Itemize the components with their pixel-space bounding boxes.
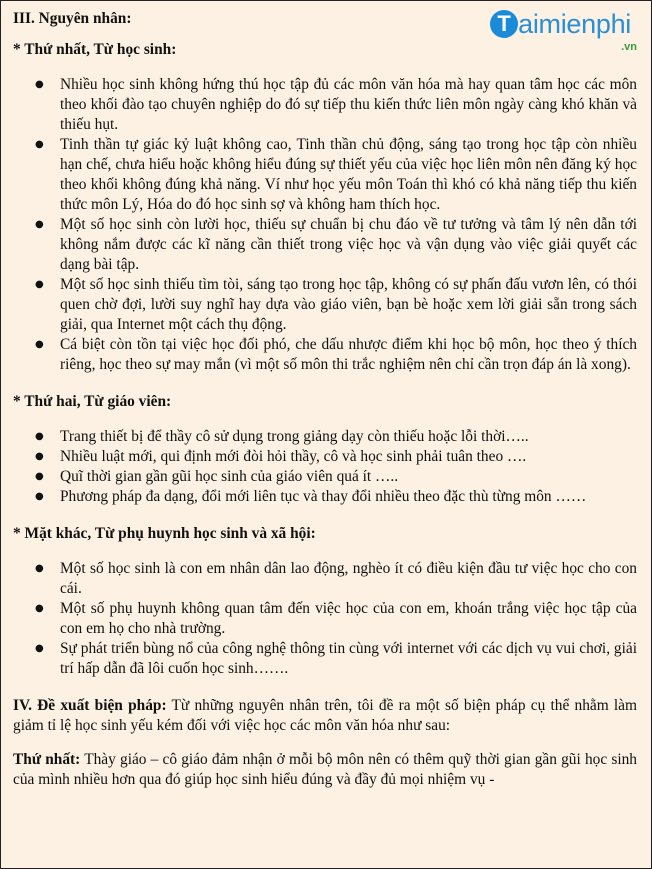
measure-first-label: Thứ nhất:: [13, 751, 81, 768]
list-item: ● Trang thiết bị để thầy cô sử dụng trong giảng dạy còn thiếu hoặc lỗi thời…..: [13, 427, 637, 447]
list-item: ● Cá biệt còn tồn tại việc học đối phó, che dấu nhược điểm khi học bộ môn, học theo ý thích riêng, học theo sự may mắn (vì một số môn thi trắc nghiệm nên chỉ cần trọn đáp án là xong).: [13, 335, 637, 375]
list-item: ● Nhiều học sinh không hứng thú học tập đủ các môn văn hóa mà hay quan tâm học các môn theo khối đào tạo chuyên nghiệp do đó sự tiếp thu kiến thức liên môn ngày càng khó khăn và thiếu hụt.: [13, 75, 637, 135]
logo-text: aimienphi: [518, 9, 631, 39]
list-item: ● Quĩ thời gian gần gũi học sinh của giáo viên quá ít …..: [13, 467, 637, 487]
list-item: ● Sự phát triển bùng nổ của công nghệ thông tin cùng với internet với các dịch vụ vui chơi, giải trí hấp dẫn đã lôi cuốn học sinh…….: [13, 639, 637, 679]
cause-teachers-section: [13, 392, 637, 507]
list-item: ● Tinh thần tự giác kỷ luật không cao, Tinh thần chủ động, sáng tạo trong học tập còn nhiều hạn chế, chưa hiểu hoặc không hiểu đúng sự thiết yếu của việc học liên môn nên đăng ký học theo khối không đúng khả năng. Ví như học yếu môn Toán thì khó có khả năng tiếp thu kiến thức môn Lý, Hóa do đó học sinh sợ và không ham thích học.: [13, 135, 637, 215]
cause-parents-title: * Mặt khác, Từ phụ huynh học sinh và xã hội:: [13, 525, 316, 542]
list-item: ● Một số học sinh còn lười học, thiếu sự chuẩn bị chu đáo về tư tưởng và tâm lý nên dẫn tới không nắm được các kĩ năng cần thiết trong việc học và vận dụng vào việc giải quyết các dạng bài tập.: [13, 215, 637, 275]
list-item: ● Phương pháp đa dạng, đổi mới liên tục và thay đổi nhiều theo đặc thù từng môn ……: [13, 487, 637, 507]
list-item: ● Nhiều luật mới, qui định mới đòi hỏi thầy, cô và học sinh phải tuân theo ….: [13, 447, 637, 467]
measure-first-text: Thày giáo – cô giáo đảm nhận ở mỗi bộ môn nên có thêm quỹ thời gian gần gũi học sinh của mình nhiều hơn qua đó giúp học sinh hiểu đúng và đầy đủ mọi nhiệm vụ -: [13, 751, 637, 788]
taimienphi-logo[interactable]: [490, 7, 637, 53]
cause-students-section: [13, 40, 637, 375]
cause-teachers-title: * Thứ hai, Từ giáo viên:: [13, 393, 172, 410]
section-4-intro: [13, 696, 637, 736]
cause-parents-section: [13, 524, 637, 679]
cause-parents-list: [13, 559, 637, 679]
list-item: ● Một số học sinh là con em nhân dân lao động, nghèo ít có điều kiện đầu tư việc học cho con cái.: [13, 559, 637, 599]
cause-students-title: * Thứ nhất, Từ học sinh:: [13, 41, 177, 58]
section-3-title: III. Nguyên nhân:: [13, 10, 132, 27]
section-4-text: Từ những nguyên nhân trên, tôi đề ra một số biện pháp cụ thể nhằm làm giảm tỉ lệ học sinh yếu kém đối với việc học các môn văn hóa như sau:: [13, 697, 637, 734]
list-item: ● Một số học sinh thiếu tìm tòi, sáng tạo trong học tập, không có sự phấn đấu vươn lên, có thói quen chờ đợi, lười suy nghĩ hay dựa vào giáo viên, bạn bè hoặc xem lời giải sẵn trong sách giải, qua Internet một cách thụ động.: [13, 275, 637, 335]
logo-tld: .vn: [621, 41, 637, 53]
cause-teachers-list: [13, 427, 637, 507]
logo-t-icon: T: [490, 10, 518, 38]
cause-students-list: [13, 75, 637, 375]
section-4-label: IV. Đề xuất biện pháp:: [13, 697, 167, 714]
list-item: ● Một số phụ huynh không quan tâm đến việc học của con em, khoán trắng việc học tập của con em họ cho nhà trường.: [13, 599, 637, 639]
measure-first-paragraph: [13, 750, 637, 790]
